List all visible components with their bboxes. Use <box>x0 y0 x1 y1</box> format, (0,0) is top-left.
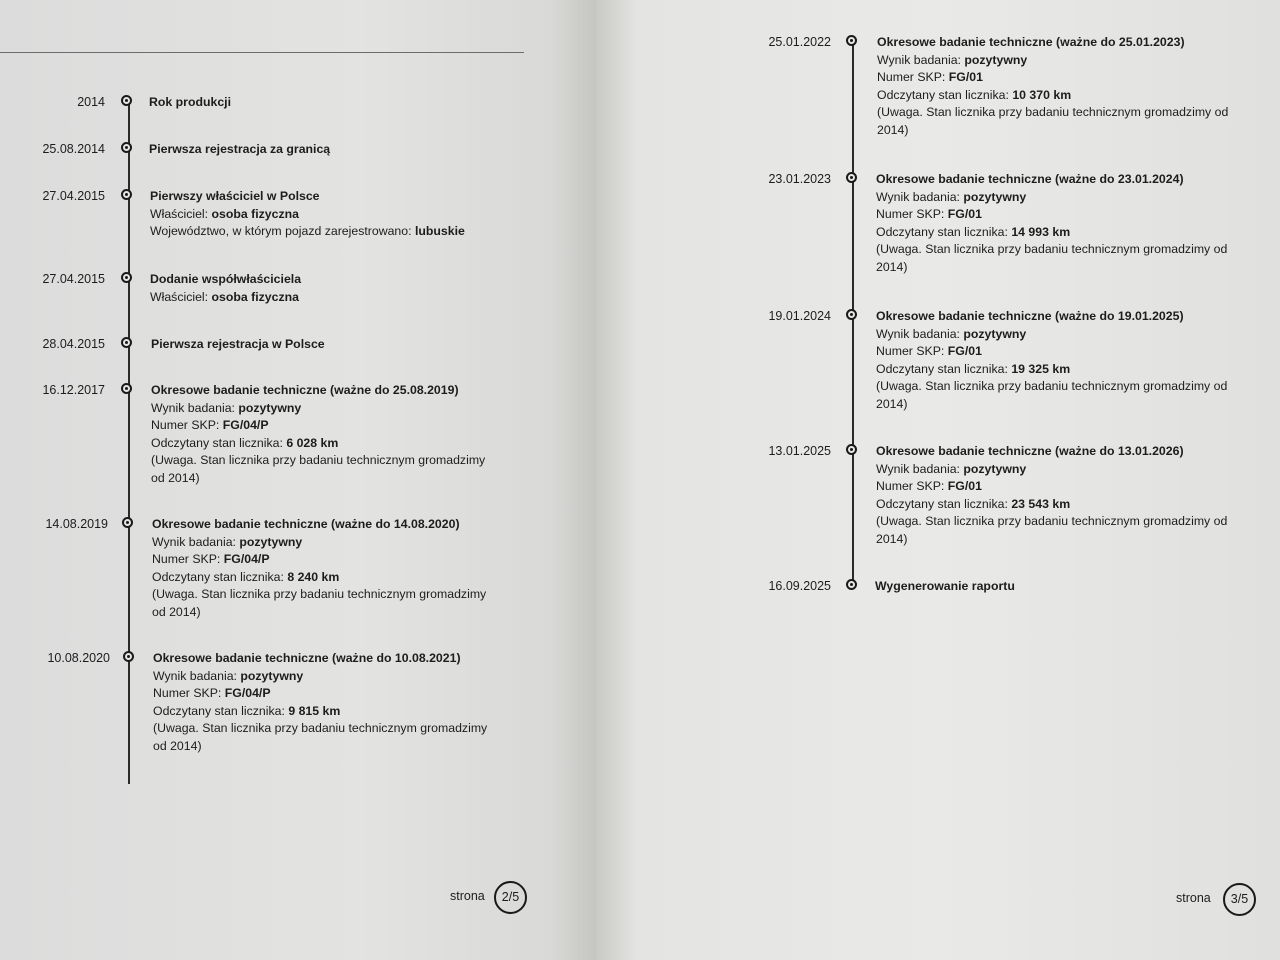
timeline-dot-icon <box>846 444 857 455</box>
result-line: Wynik badania: pozytywny <box>151 400 302 415</box>
top-divider <box>0 52 524 53</box>
event-title: Okresowe badanie techniczne (ważne do 25.01.2023) <box>877 35 1185 49</box>
event-date: 27.04.2015 <box>42 272 105 286</box>
timeline-dot-icon <box>121 383 132 394</box>
event-date: 27.04.2015 <box>42 189 105 203</box>
owner-line: Właściciel: osoba fizyczna <box>150 289 299 304</box>
event-date: 19.01.2024 <box>768 309 831 323</box>
result-line: Wynik badania: pozytywny <box>153 668 304 683</box>
page-number: 2/5 <box>494 881 527 914</box>
odometer-note: (Uwaga. Stan licznika przy badaniu technicznym gromadzimy od 2014) <box>153 721 488 753</box>
event-title: Pierwszy właściciel w Polsce <box>150 189 320 203</box>
odometer-line: Odczytany stan licznika: 19 325 km <box>876 361 1071 376</box>
skp-line: Numer SKP: FG/01 <box>876 207 982 221</box>
event-title: Okresowe badanie techniczne (ważne do 10.08.2021) <box>153 651 461 665</box>
skp-line: Numer SKP: FG/04/P <box>153 686 271 700</box>
timeline-dot-icon <box>846 309 857 320</box>
skp-line: Numer SKP: FG/04/P <box>152 552 270 566</box>
page-footer-label: strona <box>450 889 485 903</box>
voivodeship-line: Województwo, w którym pojazd zarejestrowano: lubuskie <box>150 224 465 238</box>
event-title: Okresowe badanie techniczne (ważne do 19.01.2025) <box>876 309 1184 323</box>
event-date: 25.01.2022 <box>768 35 831 49</box>
event-date: 10.08.2020 <box>47 651 110 665</box>
event-date: 13.01.2025 <box>768 444 831 458</box>
event-title: Dodanie współwłaściciela <box>150 272 302 286</box>
odometer-note: (Uwaga. Stan licznika przy badaniu technicznym gromadzimy od 2014) <box>876 379 1228 411</box>
timeline-dot-icon <box>846 579 857 590</box>
odometer-line: Odczytany stan licznika: 9 815 km <box>153 703 341 718</box>
timeline-dot-icon <box>122 517 133 528</box>
result-line: Wynik badania: pozytywny <box>876 326 1027 341</box>
result-line: Wynik badania: pozytywny <box>877 52 1028 67</box>
skp-line: Numer SKP: FG/01 <box>877 70 983 84</box>
event-title: Okresowe badanie techniczne (ważne do 14.08.2020) <box>152 517 460 531</box>
timeline-dot-icon <box>121 272 132 283</box>
timeline-dot-icon <box>846 35 857 46</box>
odometer-line: Odczytany stan licznika: 6 028 km <box>151 435 339 450</box>
event-title: Wygenerowanie raportu <box>875 579 1015 593</box>
timeline-dot-icon <box>121 337 132 348</box>
event-title: Okresowe badanie techniczne (ważne do 23.01.2024) <box>876 172 1184 186</box>
result-line: Wynik badania: pozytywny <box>876 461 1027 476</box>
event-date: 25.08.2014 <box>42 142 105 156</box>
event-date: 2014 <box>77 95 105 109</box>
owner-line: Właściciel: osoba fizyczna <box>150 206 299 221</box>
page-right <box>596 0 1280 960</box>
timeline-line <box>128 102 130 784</box>
event-title: Pierwsza rejestracja w Polsce <box>151 337 325 351</box>
timeline-dot-icon <box>121 95 132 106</box>
event-date: 14.08.2019 <box>45 517 108 531</box>
timeline-dot-icon <box>123 651 134 662</box>
event-date: 28.04.2015 <box>42 337 105 351</box>
odometer-line: Odczytany stan licznika: 14 993 km <box>876 224 1071 239</box>
odometer-note: (Uwaga. Stan licznika przy badaniu technicznym gromadzimy od 2014) <box>876 242 1228 274</box>
odometer-line: Odczytany stan licznika: 10 370 km <box>877 87 1072 102</box>
odometer-note: (Uwaga. Stan licznika przy badaniu technicznym gromadzimy od 2014) <box>877 105 1229 137</box>
page-footer-label: strona <box>1176 891 1211 905</box>
event-date: 23.01.2023 <box>768 172 831 186</box>
skp-line: Numer SKP: FG/04/P <box>151 418 269 432</box>
event-title: Rok produkcji <box>149 95 231 109</box>
skp-line: Numer SKP: FG/01 <box>876 344 982 358</box>
event-title: Okresowe badanie techniczne (ważne do 13.01.2026) <box>876 444 1184 458</box>
odometer-note: (Uwaga. Stan licznika przy badaniu technicznym gromadzimy od 2014) <box>152 587 487 619</box>
odometer-line: Odczytany stan licznika: 8 240 km <box>152 569 340 584</box>
odometer-line: Odczytany stan licznika: 23 543 km <box>876 496 1071 511</box>
event-title: Pierwsza rejestracja za granicą <box>149 142 331 156</box>
page-number: 3/5 <box>1223 883 1256 916</box>
timeline-dot-icon <box>121 189 132 200</box>
event-date: 16.12.2017 <box>42 383 105 397</box>
result-line: Wynik badania: pozytywny <box>152 534 303 549</box>
odometer-note: (Uwaga. Stan licznika przy badaniu technicznym gromadzimy od 2014) <box>151 453 486 485</box>
event-date: 16.09.2025 <box>768 579 831 593</box>
timeline-dot-icon <box>121 142 132 153</box>
page-left <box>0 0 598 960</box>
odometer-note: (Uwaga. Stan licznika przy badaniu technicznym gromadzimy od 2014) <box>876 514 1228 546</box>
skp-line: Numer SKP: FG/01 <box>876 479 982 493</box>
result-line: Wynik badania: pozytywny <box>876 189 1027 204</box>
event-title: Okresowe badanie techniczne (ważne do 25.08.2019) <box>151 383 459 397</box>
timeline-dot-icon <box>846 172 857 183</box>
